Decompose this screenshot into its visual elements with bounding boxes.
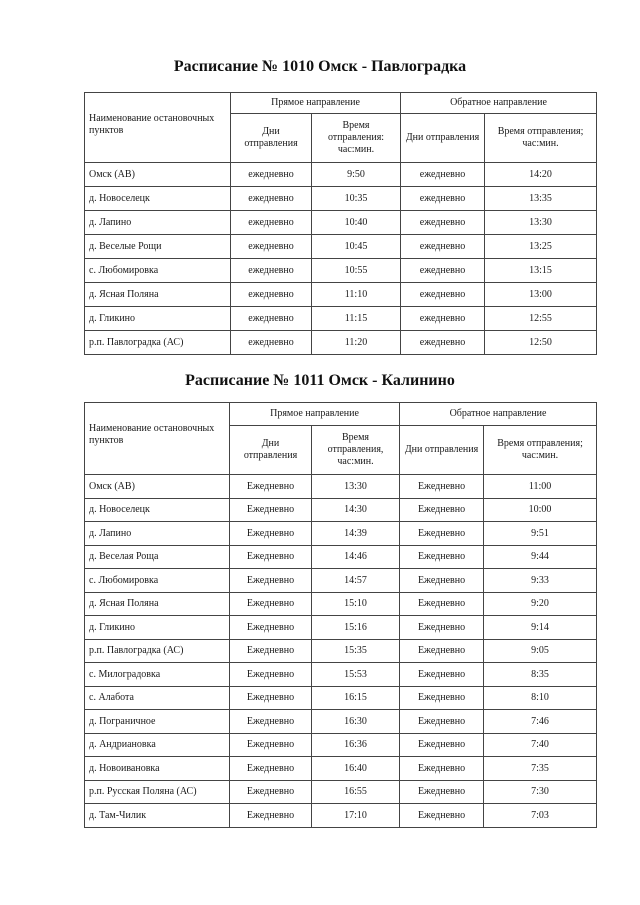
table-row: [85, 639, 597, 663]
backward-direction-header: Обратное направление: [400, 403, 597, 426]
backward-time: 13:25: [485, 235, 597, 259]
table-row: [85, 163, 597, 187]
backward-days: Ежедневно: [400, 569, 484, 593]
table-row: [85, 733, 597, 757]
backward-time: 9:20: [484, 592, 597, 616]
table-row: [85, 235, 597, 259]
forward-time: 10:45: [312, 235, 401, 259]
backward-time: 9:33: [484, 569, 597, 593]
backward-days: Ежедневно: [400, 663, 484, 687]
schedule-1011-table: [84, 402, 597, 828]
schedule-1010-table: [84, 92, 597, 355]
backward-days: Ежедневно: [400, 498, 484, 522]
forward-days: Ежедневно: [230, 569, 312, 593]
forward-days: ежедневно: [231, 235, 312, 259]
backward-time: 13:35: [485, 187, 597, 211]
backward-days: Ежедневно: [400, 733, 484, 757]
backward-time: 9:05: [484, 639, 597, 663]
backward-direction-header: Обратное направление: [401, 93, 597, 114]
backward-time: 11:00: [484, 475, 597, 499]
stop-name: д. Веселая Роща: [85, 545, 230, 569]
stop-name: р.п. Павлоградка (АС): [85, 331, 231, 355]
backward-days: Ежедневно: [400, 592, 484, 616]
table-row: [85, 569, 597, 593]
forward-time: 11:15: [312, 307, 401, 331]
forward-time-header: Время отправления, час:мин.: [312, 426, 400, 475]
forward-days: ежедневно: [231, 187, 312, 211]
stop-name: с. Милоградовка: [85, 663, 230, 687]
backward-days: ежедневно: [401, 307, 485, 331]
forward-time: 10:35: [312, 187, 401, 211]
stop-name: р.п. Русская Поляна (АС): [85, 780, 230, 804]
table-row: [85, 307, 597, 331]
forward-direction-header: Прямое направление: [231, 93, 401, 114]
backward-time: 13:00: [485, 283, 597, 307]
stop-name: с. Алабота: [85, 686, 230, 710]
backward-time: 7:35: [484, 757, 597, 781]
stop-name: д. Новоселецк: [85, 498, 230, 522]
backward-days: Ежедневно: [400, 545, 484, 569]
table-row: [85, 211, 597, 235]
forward-time: 15:10: [312, 592, 400, 616]
table-row: [85, 686, 597, 710]
table-row: [85, 780, 597, 804]
forward-days: Ежедневно: [230, 757, 312, 781]
backward-time: 7:46: [484, 710, 597, 734]
forward-days: Ежедневно: [230, 780, 312, 804]
forward-days: Ежедневно: [230, 804, 312, 828]
forward-time: 11:10: [312, 283, 401, 307]
forward-days: Ежедневно: [230, 522, 312, 546]
stop-name: д. Пограничное: [85, 710, 230, 734]
backward-time: 9:51: [484, 522, 597, 546]
stop-name: д. Ясная Поляна: [85, 592, 230, 616]
backward-days: ежедневно: [401, 259, 485, 283]
forward-time: 11:20: [312, 331, 401, 355]
table-row: [85, 710, 597, 734]
table-row: [85, 475, 597, 499]
stop-name: д. Веселые Рощи: [85, 235, 231, 259]
stop-name: Омск (АВ): [85, 475, 230, 499]
backward-time: 8:10: [484, 686, 597, 710]
forward-direction-header: Прямое направление: [230, 403, 400, 426]
forward-days: ежедневно: [231, 259, 312, 283]
stop-name: д. Новоселецк: [85, 187, 231, 211]
backward-time: 9:44: [484, 545, 597, 569]
stop-name: с. Любомировка: [85, 259, 231, 283]
backward-days: Ежедневно: [400, 475, 484, 499]
forward-time: 10:40: [312, 211, 401, 235]
forward-days-header: Дни отправления: [231, 114, 312, 163]
forward-days: Ежедневно: [230, 686, 312, 710]
forward-days: Ежедневно: [230, 545, 312, 569]
backward-time: 13:30: [485, 211, 597, 235]
backward-days: ежедневно: [401, 331, 485, 355]
forward-days: Ежедневно: [230, 592, 312, 616]
backward-time: 10:00: [484, 498, 597, 522]
backward-days: Ежедневно: [400, 686, 484, 710]
forward-time: 14:30: [312, 498, 400, 522]
backward-days: ежедневно: [401, 163, 485, 187]
backward-time-header: Время отправления; час:мин.: [484, 426, 597, 475]
backward-time: 12:50: [485, 331, 597, 355]
forward-time: 16:30: [312, 710, 400, 734]
table-row: [85, 545, 597, 569]
backward-days: ежедневно: [401, 283, 485, 307]
backward-days: ежедневно: [401, 235, 485, 259]
table-row: [85, 259, 597, 283]
stop-name: д. Ясная Поляна: [85, 283, 231, 307]
forward-time: 17:10: [312, 804, 400, 828]
stop-column-header: Наименование остановочных пунктов: [85, 93, 231, 163]
table-row: [85, 757, 597, 781]
backward-time: 14:20: [485, 163, 597, 187]
forward-time-header: Время отправления: час:мин.: [312, 114, 401, 163]
forward-time: 16:40: [312, 757, 400, 781]
forward-time: 16:15: [312, 686, 400, 710]
stop-column-header: Наименование остановочных пунктов: [85, 403, 230, 475]
backward-days: Ежедневно: [400, 639, 484, 663]
table-row: [85, 663, 597, 687]
forward-days: Ежедневно: [230, 733, 312, 757]
forward-days: Ежедневно: [230, 710, 312, 734]
stop-name: д. Андриановка: [85, 733, 230, 757]
table-row: [85, 522, 597, 546]
backward-time: 7:40: [484, 733, 597, 757]
table-row: [85, 283, 597, 307]
backward-time: 7:30: [484, 780, 597, 804]
forward-days: ежедневно: [231, 283, 312, 307]
stop-name: с. Любомировка: [85, 569, 230, 593]
forward-days: Ежедневно: [230, 498, 312, 522]
backward-time: 9:14: [484, 616, 597, 640]
forward-time: 9:50: [312, 163, 401, 187]
stop-name: р.п. Павлоградка (АС): [85, 639, 230, 663]
schedule-1011-title: Расписание № 1011 Омск - Калинино: [185, 372, 455, 389]
forward-days: ежедневно: [231, 163, 312, 187]
forward-time: 13:30: [312, 475, 400, 499]
table-row: [85, 331, 597, 355]
backward-days: Ежедневно: [400, 616, 484, 640]
stop-name: д. Гликино: [85, 616, 230, 640]
backward-days: ежедневно: [401, 211, 485, 235]
stop-name: д. Лапино: [85, 211, 231, 235]
forward-time: 14:46: [312, 545, 400, 569]
backward-days: ежедневно: [401, 187, 485, 211]
stop-name: д. Там-Чилик: [85, 804, 230, 828]
table-row: [85, 592, 597, 616]
forward-days: Ежедневно: [230, 616, 312, 640]
forward-days-header: Дни отправления: [230, 426, 312, 475]
forward-time: 16:36: [312, 733, 400, 757]
backward-time: 7:03: [484, 804, 597, 828]
backward-days: Ежедневно: [400, 804, 484, 828]
forward-days: ежедневно: [231, 331, 312, 355]
backward-days: Ежедневно: [400, 757, 484, 781]
backward-days-header: Дни отправления: [401, 114, 485, 163]
forward-days: ежедневно: [231, 307, 312, 331]
stop-name: Омск (АВ): [85, 163, 231, 187]
forward-time: 15:35: [312, 639, 400, 663]
forward-days: Ежедневно: [230, 639, 312, 663]
forward-time: 16:55: [312, 780, 400, 804]
backward-days-header: Дни отправления: [400, 426, 484, 475]
schedule-1010-title: Расписание № 1010 Омск - Павлоградка: [173, 58, 467, 75]
forward-days: Ежедневно: [230, 475, 312, 499]
stop-name: д. Лапино: [85, 522, 230, 546]
backward-time-header: Время отправления; час:мин.: [485, 114, 597, 163]
backward-days: Ежедневно: [400, 780, 484, 804]
forward-time: 15:53: [312, 663, 400, 687]
backward-days: Ежедневно: [400, 710, 484, 734]
table-row: [85, 616, 597, 640]
table-row: [85, 804, 597, 828]
backward-time: 8:35: [484, 663, 597, 687]
backward-time: 13:15: [485, 259, 597, 283]
table-row: [85, 498, 597, 522]
forward-time: 14:39: [312, 522, 400, 546]
forward-time: 15:16: [312, 616, 400, 640]
backward-days: Ежедневно: [400, 522, 484, 546]
forward-time: 10:55: [312, 259, 401, 283]
forward-days: Ежедневно: [230, 663, 312, 687]
stop-name: д. Новоивановка: [85, 757, 230, 781]
stop-name: д. Гликино: [85, 307, 231, 331]
forward-time: 14:57: [312, 569, 400, 593]
backward-time: 12:55: [485, 307, 597, 331]
table-row: [85, 187, 597, 211]
forward-days: ежедневно: [231, 211, 312, 235]
